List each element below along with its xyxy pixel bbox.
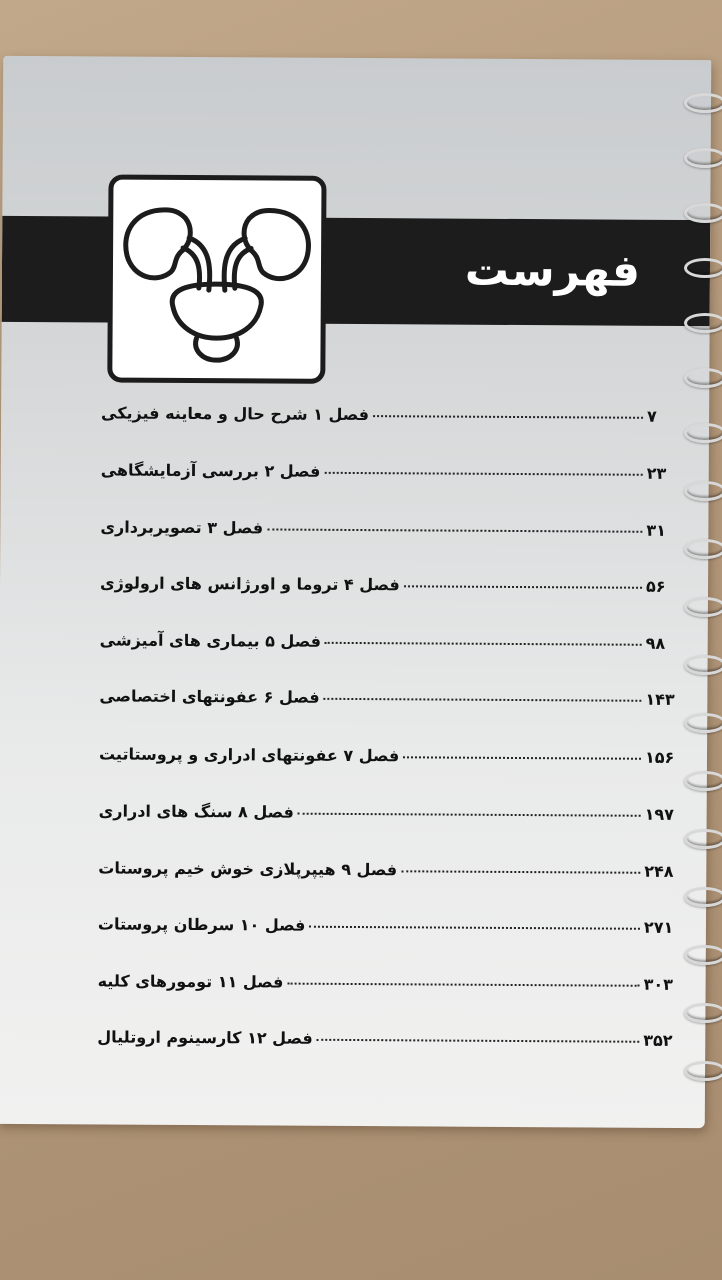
spiral-ring-icon [682, 90, 722, 112]
toc-page-number: ۹۸ [645, 633, 666, 653]
toc-row [96, 558, 678, 596]
spiral-ring-icon [682, 652, 722, 674]
spiral-ring-icon [682, 420, 722, 442]
dot-leader [401, 870, 640, 873]
spiral-ring-icon [682, 710, 722, 732]
spiral-ring-icon [682, 255, 722, 277]
toc-page-number: ۳۵۲ [643, 1030, 673, 1050]
toc-chapter-title: فصل ۱۲ کارسینوم اروتلیال [97, 1027, 313, 1048]
toc-row [94, 843, 676, 881]
toc-row [96, 615, 678, 653]
toc-row [93, 1012, 675, 1050]
toc-row [96, 502, 678, 540]
spiral-ring-icon [682, 478, 722, 500]
toc-page-number: ۱۹۷ [644, 804, 675, 824]
spiral-ring-icon [682, 594, 722, 616]
spiral-ring-icon [682, 536, 722, 558]
toc-row [94, 899, 676, 937]
toc-chapter-title: فصل ۷ عفونتهای ادراری و پروستاتیت [98, 744, 400, 766]
toc-chapter-title: فصل ۹ هیپرپلازی خوش خیم پروستات [98, 858, 398, 880]
dot-leader [324, 698, 642, 702]
book-page [0, 56, 711, 1128]
toc-row [97, 388, 679, 426]
dot-leader [404, 585, 642, 588]
spiral-ring-icon [682, 1000, 722, 1022]
toc-page-number: ۲۴۸ [644, 861, 674, 881]
toc-row [97, 445, 679, 483]
toc-page-number: ۳۰۳ [643, 974, 673, 994]
toc-chapter-title: فصل ۴ تروما و اورژانس های ارولوژی [99, 573, 400, 595]
toc-page-number: ۳۱ [646, 520, 666, 540]
toc-chapter-title: فصل ۵ بیماری های آمیزشی [99, 630, 322, 651]
spiral-ring-icon [682, 310, 722, 332]
toc-page-number: ۲۳ [646, 463, 667, 483]
spiral-ring-icon [682, 942, 722, 964]
dot-leader [325, 642, 642, 646]
dot-leader [403, 756, 641, 759]
toc-page-number: ۱۴۳ [645, 689, 675, 709]
toc-row [95, 729, 677, 767]
page-title: فهرست [464, 244, 641, 297]
dot-leader [267, 528, 642, 532]
spiral-ring-icon [682, 884, 722, 906]
toc-chapter-title: فصل ۸ سنگ های ادراری [98, 801, 294, 822]
toc-page-number: ۲۷۱ [643, 917, 674, 937]
dot-leader [324, 472, 642, 476]
spiral-ring-icon [682, 826, 722, 848]
spiral-ring-icon [682, 768, 722, 790]
spiral-ring-icon [682, 365, 722, 387]
dot-leader [309, 926, 640, 930]
spiral-ring-icon [682, 145, 722, 167]
toc-row [95, 786, 677, 824]
spiral-ring-icon [682, 200, 722, 222]
toc-page-number: ۷ [647, 406, 657, 426]
toc-chapter-title: فصل ۲ بررسی آزمایشگاهی [100, 460, 321, 481]
dot-leader [373, 415, 643, 419]
toc-chapter-title: فصل ۱۰ سرطان پروستات [97, 914, 306, 935]
table-of-contents [0, 56, 711, 1128]
toc-chapter-title: فصل ۱۱ تومورهای کلیه [97, 971, 284, 992]
spiral-ring-icon [682, 1058, 722, 1080]
toc-chapter-title: فصل ۶ عفونتهای اختصاصی [99, 686, 320, 707]
toc-row [94, 956, 676, 994]
dot-leader [287, 983, 639, 987]
toc-page-number: ۱۵۶ [644, 747, 675, 767]
dot-leader [298, 813, 641, 817]
toc-page-number: ۵۶ [645, 576, 666, 596]
dot-leader [317, 1039, 640, 1043]
toc-row [95, 671, 677, 709]
toc-chapter-title: فصل ۳ تصویربرداری [100, 517, 264, 538]
toc-chapter-title: فصل ۱ شرح حال و معاینه فیزیکی [101, 403, 370, 425]
